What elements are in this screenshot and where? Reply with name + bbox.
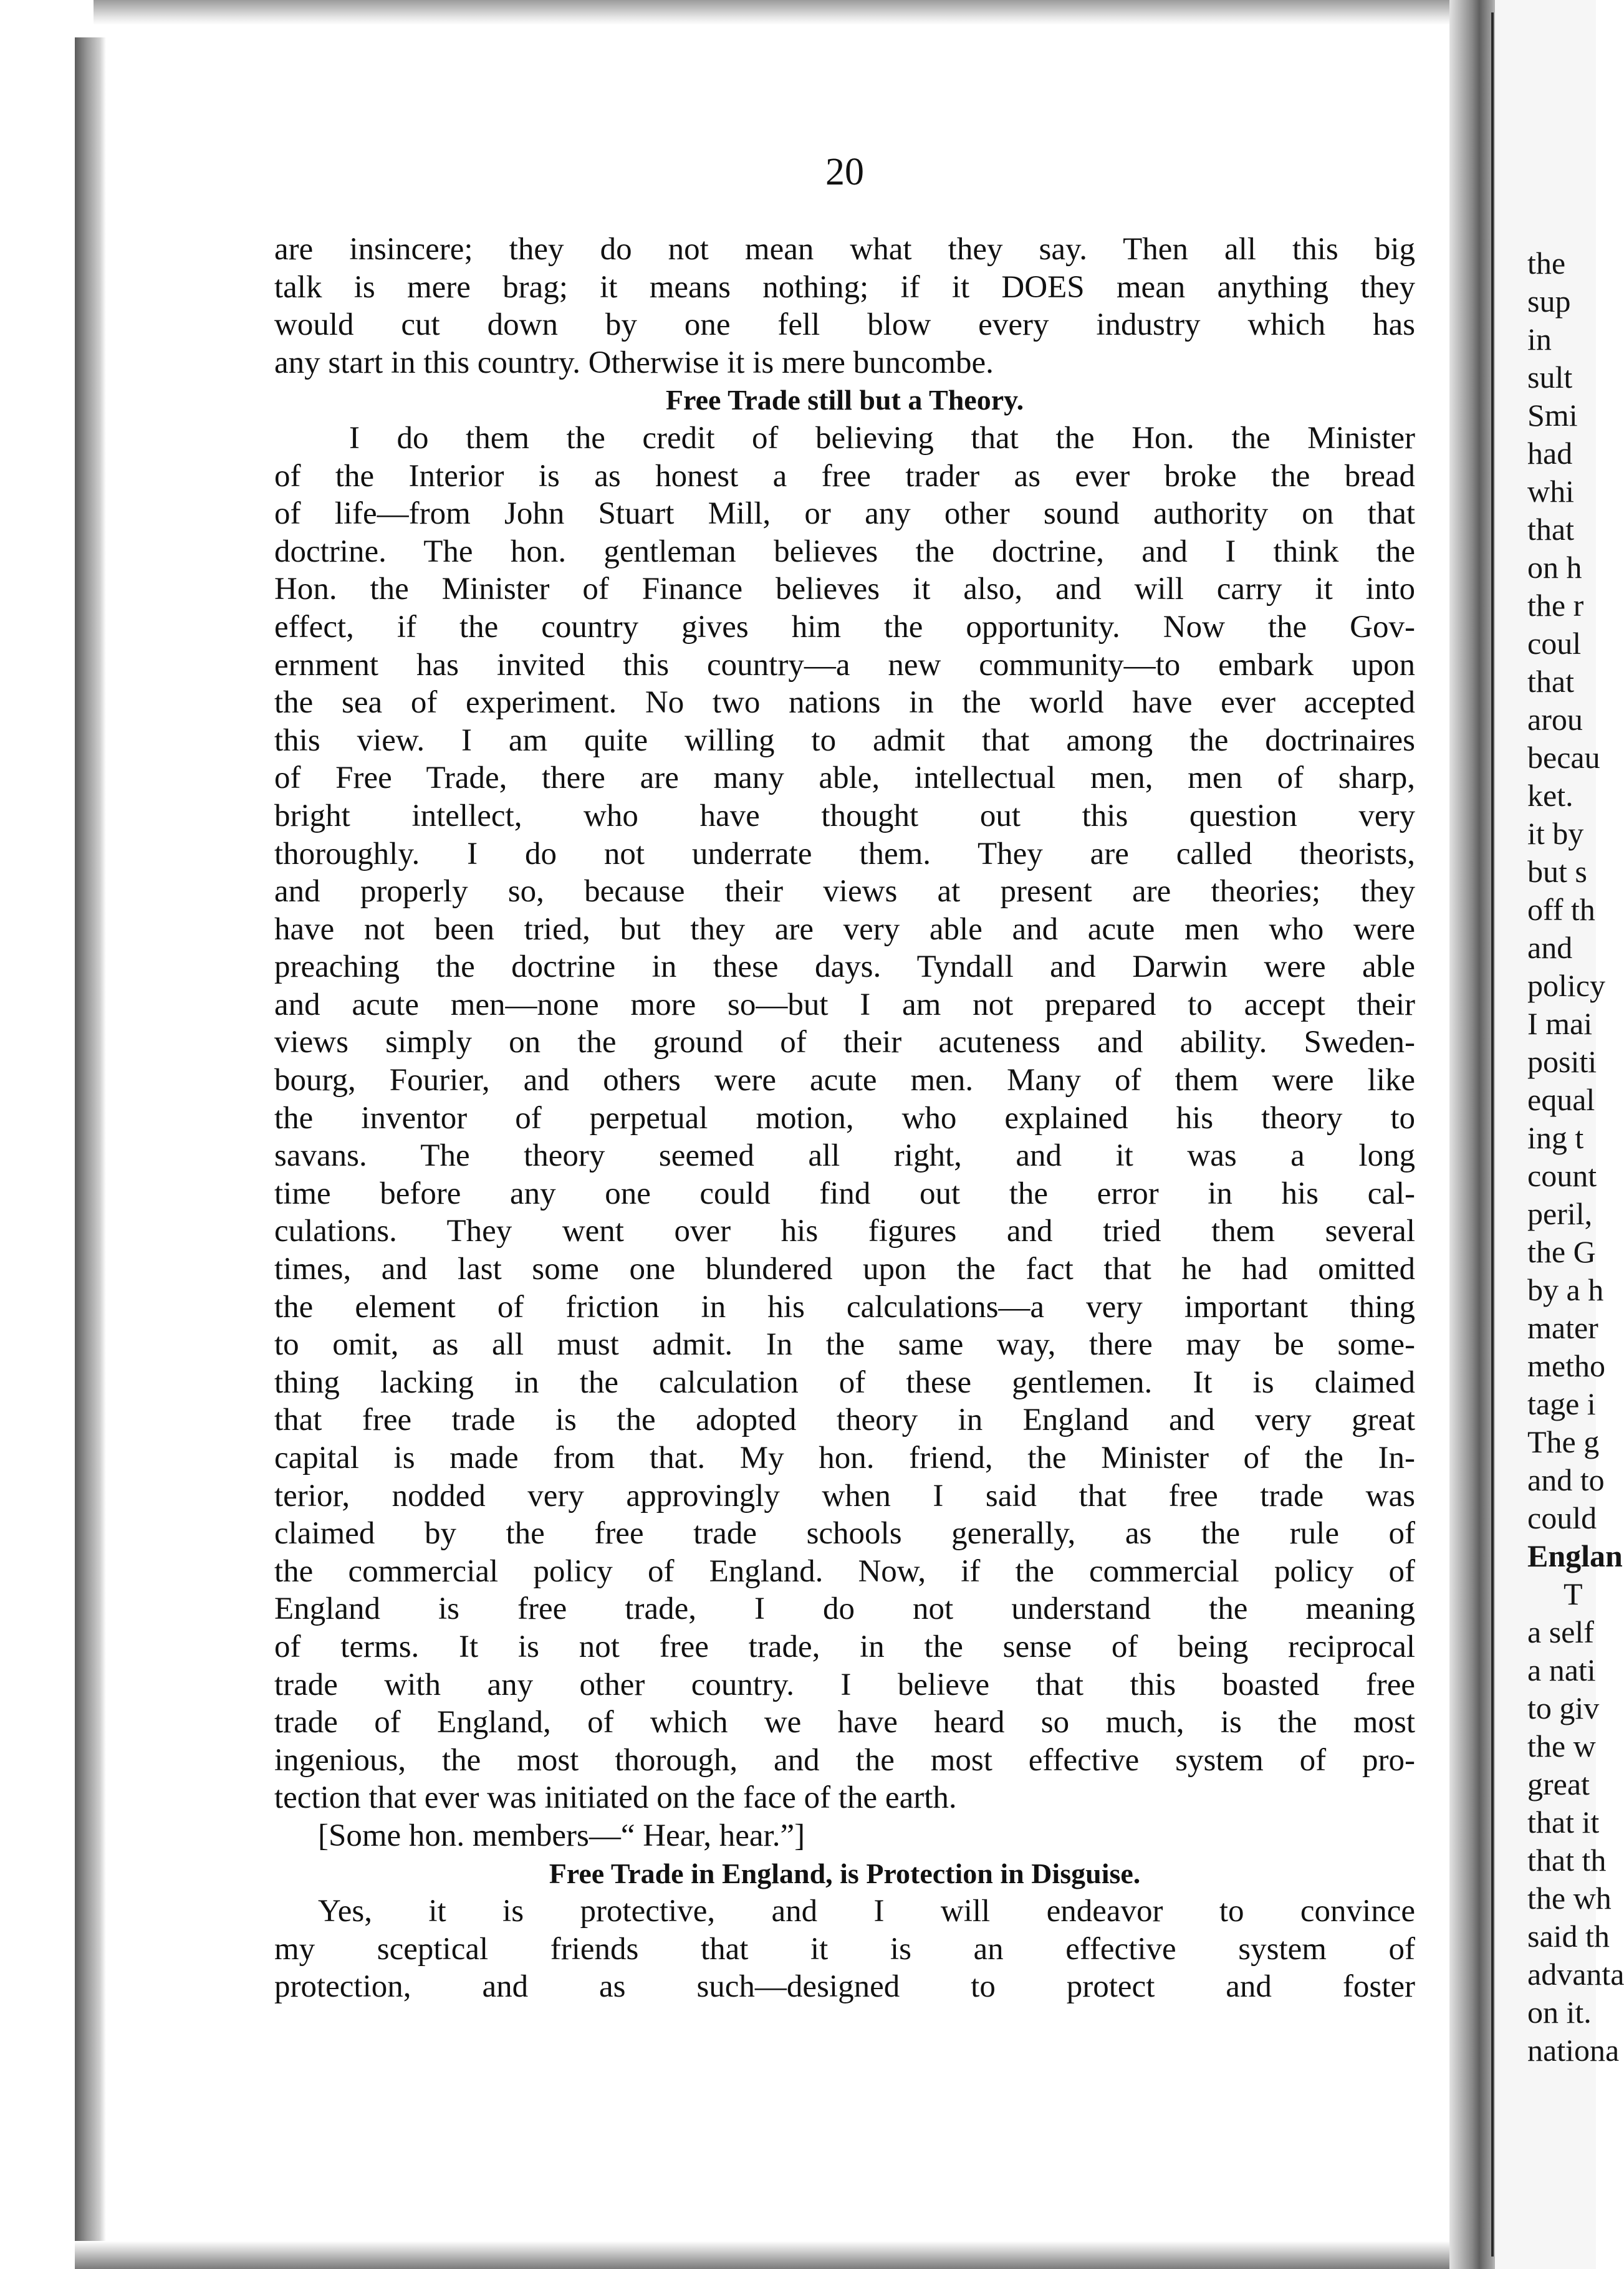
adjacent-page-fragment: the wh (1527, 1881, 1612, 1916)
adjacent-page-fragment: a nati (1527, 1653, 1596, 1687)
adjacent-page-fragment: the G (1527, 1234, 1596, 1269)
adjacent-page-fragment: that th (1527, 1843, 1607, 1878)
adjacent-page-fragment: by a h (1527, 1272, 1604, 1307)
text-line: times, and last some one blundered upon the fact that he had omitted (274, 1252, 1415, 1287)
page-top-shadow (94, 0, 1465, 25)
text-line: Hon. the Minister of Finance believes it also, and will carry it into (274, 572, 1415, 607)
adjacent-page-fragment: the r (1527, 588, 1584, 623)
text-line: savans. The theory seemed all right, and it was a long (274, 1138, 1415, 1174)
text-line: and acute men—none more so—but I am not prepared to accept their (274, 987, 1415, 1022)
text-line: terior, nodded very approvingly when I said that free trade was (274, 1478, 1415, 1513)
adjacent-page-fragment: positi (1527, 1044, 1597, 1079)
adjacent-page-fragment: that (1527, 664, 1574, 699)
text-line: trade of England, of which we have heard so much, is the most (274, 1705, 1415, 1740)
paragraph-3 (274, 1892, 1415, 2006)
page-left-edge-shadow (75, 37, 106, 2257)
text-line: the element of friction in his calculations—a very important thing (274, 1289, 1415, 1325)
adjacent-page-fragment: and to (1527, 1462, 1605, 1497)
text-line: Yes, it is protective, and I will endeavor to convince (318, 1894, 1415, 1929)
paragraph-2 (274, 420, 1415, 1817)
text-line: time before any one could find out the error in his cal- (274, 1176, 1415, 1211)
text-line: ernment has invited this country—a new community—to embark upon (274, 647, 1415, 683)
adjacent-page-fragment: tage i (1527, 1386, 1596, 1421)
text-line: doctrine. The hon. gentleman believes the doctrine, and I think the (274, 534, 1415, 569)
text-line: the commercial policy of England. Now, if the commercial policy of (274, 1553, 1415, 1589)
text-line: of life—from John Stuart Mill, or any other sound authority on that (274, 496, 1415, 532)
page-bottom-shadow (75, 2241, 1496, 2269)
text-line: the inventor of perpetual motion, who explained his theory to (274, 1100, 1415, 1136)
adjacent-page-fragment: policy (1527, 968, 1605, 1003)
adjacent-page-fragment: metho (1527, 1348, 1605, 1383)
adjacent-page-fragment: peril, (1527, 1196, 1593, 1231)
text-line: effect, if the country gives him the opportunity. Now the Gov- (274, 609, 1415, 645)
text-line: of terms. It is not free trade, in the sense of being reciprocal (274, 1629, 1415, 1664)
text-line: that free trade is the adopted theory in England and very great (274, 1403, 1415, 1438)
text-line: protection, and as such—designed to protect and foster (274, 1969, 1415, 2005)
adjacent-page-fragment: nationa (1527, 2033, 1620, 2068)
text-line: are insincere; they do not mean what they say. Then all this big (274, 232, 1415, 267)
adjacent-page-fragment: the (1527, 246, 1566, 281)
text-line: preaching the doctrine in these days. Tyndall and Darwin were able (274, 949, 1415, 985)
adjacent-page-fragment: Englan (1527, 1538, 1623, 1573)
section-heading-free-trade-theory: Free Trade still but a Theory. (665, 384, 1024, 416)
adjacent-page-fragment: the w (1527, 1729, 1596, 1763)
section-heading-protection-in-disguise: Free Trade in England, is Protection in Disguise. (549, 1857, 1141, 1889)
adjacent-page-fragment: a self (1527, 1614, 1594, 1649)
text-line: of the Interior is as honest a free trader as ever broke the bread (274, 458, 1415, 494)
adjacent-page-fragment: ing t (1527, 1120, 1584, 1155)
text-line: the sea of experiment. No two nations in the world have ever accepted (274, 685, 1415, 721)
adjacent-page-fragment: off th (1527, 892, 1595, 927)
text-line: talk is mere brag; it means nothing; if it DOES mean anything they (274, 269, 1415, 305)
text-line: this view. I am quite willing to admit that among the doctrinaires (274, 722, 1415, 758)
text-line: ingenious, the most thorough, and the most effective system of pro- (274, 1742, 1415, 1778)
adjacent-page-fragment: on h (1527, 550, 1582, 585)
adjacent-page-fragment: said th (1527, 1919, 1610, 1954)
adjacent-page-edge (1495, 0, 1624, 2269)
gutter-dark-line (1491, 12, 1494, 2257)
adjacent-page-fragment: great (1527, 1767, 1590, 1801)
text-line: capital is made from that. My hon. friend, the Minister of the In- (274, 1441, 1415, 1475)
adjacent-page-fragment: count (1527, 1158, 1597, 1193)
text-line: of Free Trade, there are many able, intellectual men, men of sharp, (274, 760, 1415, 796)
adjacent-page-fragment: sup (1527, 284, 1571, 319)
text-line: my sceptical friends that it is an effective system of (274, 1931, 1415, 1967)
text-line: would cut down by one fell blow every industry which has (274, 307, 1415, 343)
adjacent-page-fragment: T (1564, 1576, 1583, 1611)
adjacent-page-fragment: Smi (1527, 398, 1578, 433)
adjacent-page-fragment: to giv (1527, 1691, 1600, 1725)
text-line: any start in this country. Otherwise it is mere buncombe. (274, 345, 994, 380)
adjacent-page-fragment: that (1527, 512, 1574, 547)
adjacent-page-fragment: could (1527, 1500, 1597, 1535)
text-line: I do them the credit of believing that the Hon. the Minister (349, 420, 1415, 456)
text-line: bright intellect, who have thought out this question very (274, 798, 1415, 833)
adjacent-page-fragment: sult (1527, 360, 1573, 395)
paragraph-1 (274, 231, 1415, 381)
interjection-line: [Some hon. members—“ Hear, hear.”] (318, 1818, 805, 1853)
text-line: thing lacking in the calculation of these gentlemen. It is claimed (274, 1365, 1415, 1400)
adjacent-page-fragment: coul (1527, 626, 1582, 661)
page-body-text (274, 231, 1415, 2006)
adjacent-page-fragment: becau (1527, 740, 1600, 775)
text-line: views simply on the ground of their acuteness and ability. Sweden- (274, 1025, 1415, 1060)
text-line: culations. They went over his figures and tried them several (274, 1214, 1415, 1249)
text-line: England is free trade, I do not understand the meaning (274, 1591, 1415, 1627)
adjacent-page-fragment: The g (1527, 1424, 1600, 1459)
adjacent-page-fragment: it by (1527, 816, 1584, 851)
adjacent-page-fragment: arou (1527, 702, 1583, 737)
page-number: 20 (825, 151, 864, 193)
adjacent-page-fragment: in (1527, 322, 1552, 357)
adjacent-page-fragment: advanta (1527, 1957, 1624, 1992)
text-line: to omit, as all must admit. In the same way, there may be some- (274, 1327, 1415, 1363)
adjacent-page-fragment: whi (1527, 474, 1574, 509)
adjacent-page-fragment: equal (1527, 1082, 1595, 1117)
text-line: claimed by the free trade schools generally, as the rule of (274, 1516, 1415, 1552)
text-line: have not been tried, but they are very able and acute men who were (274, 911, 1415, 947)
adjacent-page-fragment: and (1527, 930, 1573, 965)
adjacent-page-fragment: on it. (1527, 1995, 1592, 2030)
adjacent-page-fragment: that it (1527, 1805, 1600, 1840)
adjacent-page-fragment: ket. (1527, 778, 1574, 813)
text-line: trade with any other country. I believe that this boasted free (274, 1667, 1415, 1702)
adjacent-page-fragment: mater (1527, 1310, 1598, 1345)
text-line: tection that ever was initiated on the face of the earth. (274, 1780, 957, 1816)
adjacent-page-fragment: I mai (1527, 1006, 1593, 1041)
adjacent-page-fragment: but s (1527, 854, 1587, 889)
adjacent-page-fragment: had (1527, 436, 1573, 471)
text-line: bourg, Fourier, and others were acute men. Many of them were like (274, 1063, 1415, 1098)
text-line: and properly so, because their views at present are theories; they (274, 874, 1415, 909)
text-line: thoroughly. I do not underrate them. They are called theorists, (274, 836, 1415, 871)
